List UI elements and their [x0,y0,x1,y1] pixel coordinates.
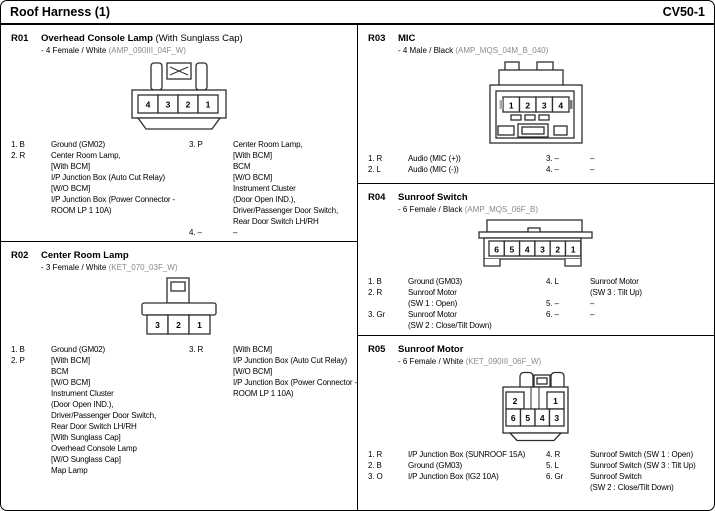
connector-drawing [1,277,357,337]
pin-description [408,449,546,460]
pin-line: Sunroof Switch [590,472,642,481]
pin-description [51,344,189,355]
part-number: (AMP_090III_04F_W) [108,46,186,55]
pin-number: 4 [558,100,564,111]
pin-description [233,227,353,238]
pin-label: 2. B [368,461,382,470]
pin-line: Sunroof Switch (SW 3 : Tilt Up) [590,461,696,470]
section-subtitle: - 3 Female / White (KET_070_03F_W) [41,263,178,272]
pin-line: (SW 2 : Close/Tilt Down) [590,483,674,492]
pin-list [1,344,357,476]
pin-line: I/P Junction Box (Power Connector - [233,378,357,387]
pin-line: Sunroof Motor [408,310,457,319]
pin-line: (Door Open IND.), [51,400,114,409]
pin-label: 2. P [11,356,25,365]
pin-line: Sunroof Switch (SW 1 : Open) [590,450,693,459]
pin-description [408,460,546,471]
section-title: MIC [398,33,416,44]
connector-r02-diagram [140,277,218,337]
pin-label: 5. L [546,461,559,470]
pin-line: I/P Junction Box (SUNROOF 15A) [408,450,526,459]
pin-number: 1 [553,396,558,406]
pin-line: Audio (MIC (-)) [408,165,459,174]
pin-label: 3. O [368,472,383,481]
section-id: R01 [11,33,29,44]
right-column [358,25,714,511]
pin-line: I/P Junction Box (Auto Cut Relay) [233,356,348,365]
pin-description [408,164,546,175]
pin-number: 6 [494,244,499,255]
pin-label: 2. R [368,288,383,297]
connector-r05-diagram [501,371,571,442]
pin-line: – [590,299,595,308]
pin-line: Ground (GM03) [408,461,463,470]
pin-line: Ground (GM02) [51,140,106,149]
section-r02 [1,242,357,511]
pin-column [11,139,189,238]
pin-label: 5. – [546,299,559,308]
pin-line: Sunroof Motor [590,277,639,286]
pin-description [590,449,710,460]
pin-line: Audio (MIC (+)) [408,154,461,163]
section-r03 [358,25,714,184]
pin-description [590,276,710,298]
pin-description [408,287,546,309]
section-r05 [358,336,714,511]
pin-line: Instrument Cluster [233,184,296,193]
section-id: R04 [368,192,386,203]
section-title: Center Room Lamp [41,250,129,261]
section-header [1,25,357,44]
pin-label: 4. R [546,450,561,459]
pin-line: – [590,165,595,174]
pin-description [590,471,710,493]
pin-description [408,276,546,287]
pin-description [233,344,357,399]
pin-number: 2 [185,99,191,110]
pin-label: 6. Gr [546,472,564,481]
pin-number: 1 [508,100,514,111]
pin-number: 4 [524,244,530,255]
pin-description [590,309,710,320]
pin-number: 2 [555,244,561,255]
pin-number: 3 [541,100,547,111]
pin-line: – [233,228,238,237]
section-header [358,25,714,44]
pin-line: [With Sunglass Cap] [51,433,121,442]
pin-description [590,298,710,309]
pin-line: – [590,310,595,319]
pin-number: 4 [145,99,151,110]
pin-number: 3 [165,99,171,110]
pin-line: (SW 1 : Open) [408,299,458,308]
pin-label: 3. Gr [368,310,386,319]
pin-line: Rear Door Switch LH/RH [233,217,319,226]
pin-number: 3 [540,244,545,255]
pin-line: Sunroof Motor [408,288,457,297]
pin-description [590,460,710,471]
pin-number: 2 [512,396,518,406]
pin-column [11,344,189,476]
section-subtitle: - 4 Female / White (AMP_090III_04F_W) [41,46,186,55]
section-header [1,242,357,261]
section-id: R03 [368,33,386,44]
part-number: (KET_090III_06F_W) [465,357,542,366]
pin-line: Center Room Lamp, [51,151,121,160]
pin-line: [W/O Sunglass Cap] [51,455,121,464]
section-title: Overhead Console Lamp (With Sunglass Cap) [41,33,243,44]
pin-label: 4. – [189,228,202,237]
section-id: R02 [11,250,29,261]
pin-line: Driver/Passenger Door Switch, [51,411,157,420]
pin-line: [With BCM] [233,151,272,160]
pin-line: ROOM LP 1 10A) [233,389,294,398]
pin-description [51,355,189,476]
pin-line: I/P Junction Box (Auto Cut Relay) [51,173,166,182]
section-subtitle: - 6 Female / White (KET_090III_06F_W) [398,357,542,366]
section-subtitle: - 6 Female / Black (AMP_MQS_06F_B) [398,205,539,214]
pin-line: Instrument Cluster [51,389,114,398]
pin-column [546,153,710,175]
pin-line: [With BCM] [233,345,272,354]
section-id: R05 [368,344,386,355]
part-number: (AMP_MQS_06F_B) [464,205,539,214]
pin-line: BCM [233,162,251,171]
pin-line: Ground (GM02) [51,345,106,354]
pin-column [368,276,546,331]
pin-line: [W/O BCM] [51,184,91,193]
pin-column [189,344,357,476]
pin-description [408,309,546,331]
pin-description [408,153,546,164]
pin-description [590,164,710,175]
pin-label: 2. L [368,165,381,174]
pin-label: 1. B [368,277,382,286]
pin-number: 1 [570,244,576,255]
pin-column [546,276,710,331]
section-header [358,336,714,355]
pin-line: I/P Junction Box (IG2 10A) [408,472,499,481]
pin-number: 2 [176,320,181,330]
pin-column [189,139,353,238]
connector-drawing [1,60,357,132]
pin-label: 4. – [546,165,559,174]
pin-number: 1 [197,320,202,330]
part-number: (AMP_MQS_04M_B_040) [455,46,549,55]
pin-line: [With BCM] [51,356,90,365]
pin-line: Center Room Lamp, [233,140,303,149]
page-content [1,25,714,511]
pin-line: (SW 3 : Tilt Up) [590,288,642,297]
pin-description [408,471,546,482]
pin-description [51,150,189,216]
pin-line: ROOM LP 1 10A) [51,206,112,215]
section-title: Sunroof Motor [398,344,464,355]
pin-line: [W/O BCM] [233,173,273,182]
pin-label: 3. R [189,345,204,354]
pin-label: 1. B [11,140,25,149]
pin-number: 3 [155,320,160,330]
pin-line: Driver/Passenger Door Switch, [233,206,339,215]
connector-r03-diagram [488,60,584,146]
pin-label: 4. L [546,277,559,286]
pin-line: [With BCM] [51,162,90,171]
connector-drawing [358,371,714,442]
pin-line: Rear Door Switch LH/RH [51,422,137,431]
section-r01 [1,25,357,242]
pin-column [368,153,546,175]
pin-label: 1. R [368,154,383,163]
pin-line: Ground (GM03) [408,277,463,286]
connector-r04-diagram [477,219,595,269]
pin-number: 5 [509,244,515,255]
pin-label: 1. B [11,345,25,354]
page-code: CV50-1 [662,5,705,19]
connector-r01-diagram [124,60,234,132]
pin-line: (Door Open IND.), [233,195,296,204]
pin-line: Overhead Console Lamp [51,444,137,453]
left-column [1,25,358,511]
pin-line: [W/O BCM] [51,378,91,387]
page-header [1,1,714,25]
section-header [358,184,714,203]
pin-line: Map Lamp [51,466,88,475]
pin-line: (SW 2 : Close/Tilt Down) [408,321,492,330]
part-number: (KET_070_03F_W) [108,263,178,272]
pin-list [1,139,357,238]
section-title: Sunroof Switch [398,192,468,203]
pin-description [233,139,353,227]
pin-number: 2 [525,100,531,111]
pin-number: 4 [539,413,545,423]
pin-list [358,276,714,331]
pin-list [358,153,714,175]
connector-drawing [358,60,714,146]
pin-label: 3. P [189,140,203,149]
pin-number: 1 [205,99,211,110]
connector-drawing [358,219,714,269]
pin-line: – [590,154,595,163]
pin-line: I/P Junction Box (Power Connector - [51,195,175,204]
pin-number: 3 [554,413,560,423]
pin-column [368,449,546,493]
pin-label: 1. R [368,450,383,459]
section-r04 [358,184,714,336]
pin-number: 6 [510,413,516,423]
section-subtitle: - 4 Male / Black (AMP_MQS_04M_B_040) [398,46,549,55]
pin-label: 2. R [11,151,26,160]
pin-column [546,449,710,493]
page-title: Roof Harness (1) [10,5,111,19]
pin-number: 5 [525,413,531,423]
pin-line: BCM [51,367,69,376]
pin-list [358,449,714,493]
pin-description [51,139,189,150]
pin-label: 6. – [546,310,559,319]
pin-description [590,153,710,164]
pin-label: 3. – [546,154,559,163]
pin-line: [W/O BCM] [233,367,273,376]
